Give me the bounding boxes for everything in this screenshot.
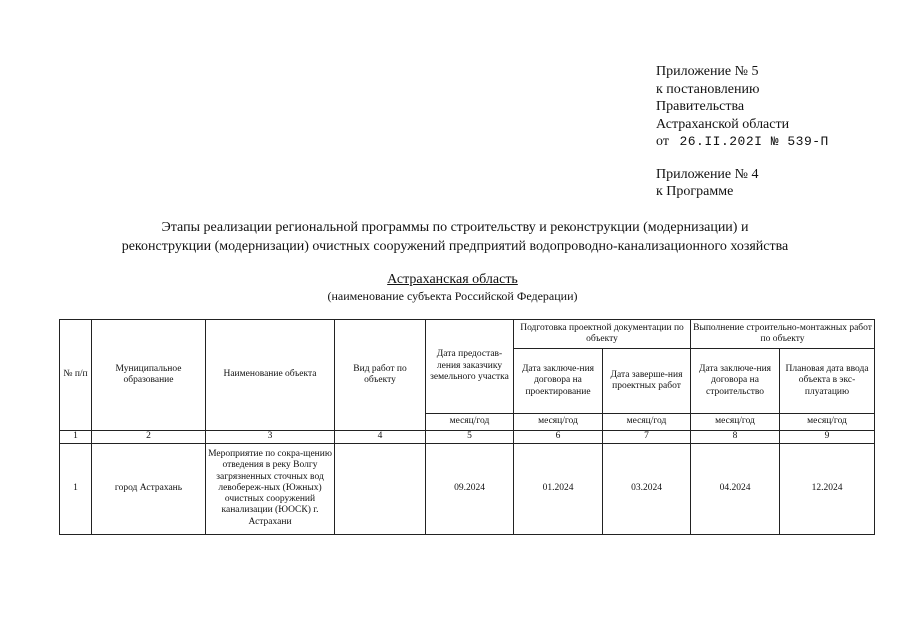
cell-build-contract: 04.2024 bbox=[691, 443, 780, 534]
appendix-4-line: Приложение № 4 bbox=[656, 166, 759, 182]
header-build-commission: Плановая дата ввода объекта в экс-плуатацию bbox=[780, 349, 875, 414]
cell-object: Мероприятие по сокра-щению отведения в реку Волгу загрязненных сточных вод левобереж-ных (Южных) очистных сооружений канализации (ЮОСК) г. Астрахани bbox=[206, 443, 335, 534]
cell-land-date: 09.2024 bbox=[426, 443, 514, 534]
header-build-group: Выполнение строительно-монтажных работ по объекту bbox=[691, 320, 875, 349]
stages-table bbox=[59, 319, 875, 535]
date-prefix: от bbox=[656, 134, 669, 149]
cell-design-end: 03.2024 bbox=[603, 443, 691, 534]
region-subtitle: (наименование субъекта Российской Федерации) bbox=[327, 289, 578, 303]
title-line-2: реконструкции (модернизации) очистных сооружений предприятий водопроводно-канализационного хозяйства bbox=[121, 239, 789, 254]
column-number: 2 bbox=[92, 431, 206, 444]
header-design-end: Дата заверше-ния проектных работ bbox=[603, 349, 691, 414]
title-line-1: Этапы реализации региональной программы по строительству и реконструкции (модернизации) и bbox=[161, 220, 749, 235]
government-line: Правительства bbox=[656, 99, 745, 114]
column-number: 8 bbox=[691, 431, 780, 444]
cell-build-commission: 12.2024 bbox=[780, 443, 875, 534]
header-work-type: Вид работ по объекту bbox=[335, 320, 426, 431]
region-name: Астраханская область bbox=[387, 272, 518, 287]
unit-cell: месяц/год bbox=[603, 414, 691, 431]
header-object: Наименование объекта bbox=[206, 320, 335, 431]
column-number: 6 bbox=[514, 431, 603, 444]
unit-cell: месяц/год bbox=[426, 414, 514, 431]
column-number: 4 bbox=[335, 431, 426, 444]
header-build-contract: Дата заключе-ния договора на строительство bbox=[691, 349, 780, 414]
cell-design-contract: 01.2024 bbox=[514, 443, 603, 534]
table-row bbox=[60, 443, 875, 534]
unit-cell: месяц/год bbox=[691, 414, 780, 431]
header-land-date: Дата предостав-ления заказчику земельного участка bbox=[426, 320, 514, 414]
column-number: 5 bbox=[426, 431, 514, 444]
resolution-date: 26.II.202I № 539-П bbox=[679, 134, 829, 149]
column-number: 7 bbox=[603, 431, 691, 444]
unit-cell: месяц/год bbox=[514, 414, 603, 431]
appendix-header bbox=[656, 63, 829, 201]
cell-num: 1 bbox=[60, 443, 92, 534]
resolution-line: к постановлению bbox=[656, 81, 760, 97]
header-num: № п/п bbox=[60, 320, 92, 431]
cell-work-type bbox=[335, 443, 426, 534]
column-number: 1 bbox=[60, 431, 92, 444]
column-number: 3 bbox=[206, 431, 335, 444]
region-line: Астраханской области bbox=[656, 116, 790, 132]
program-line: к Программе bbox=[656, 184, 734, 199]
cell-municipality: город Астрахань bbox=[92, 443, 206, 534]
resolution-date-line bbox=[656, 133, 829, 151]
header-design-contract: Дата заключе-ния договора на проектирование bbox=[514, 349, 603, 414]
header-municipality: Муниципальное образование bbox=[92, 320, 206, 431]
document-title bbox=[60, 218, 850, 256]
unit-cell: месяц/год bbox=[780, 414, 875, 431]
appendix-5-line: Приложение № 5 bbox=[656, 64, 759, 79]
column-number: 9 bbox=[780, 431, 875, 444]
header-design-group: Подготовка проектной документации по объекту bbox=[514, 320, 691, 349]
